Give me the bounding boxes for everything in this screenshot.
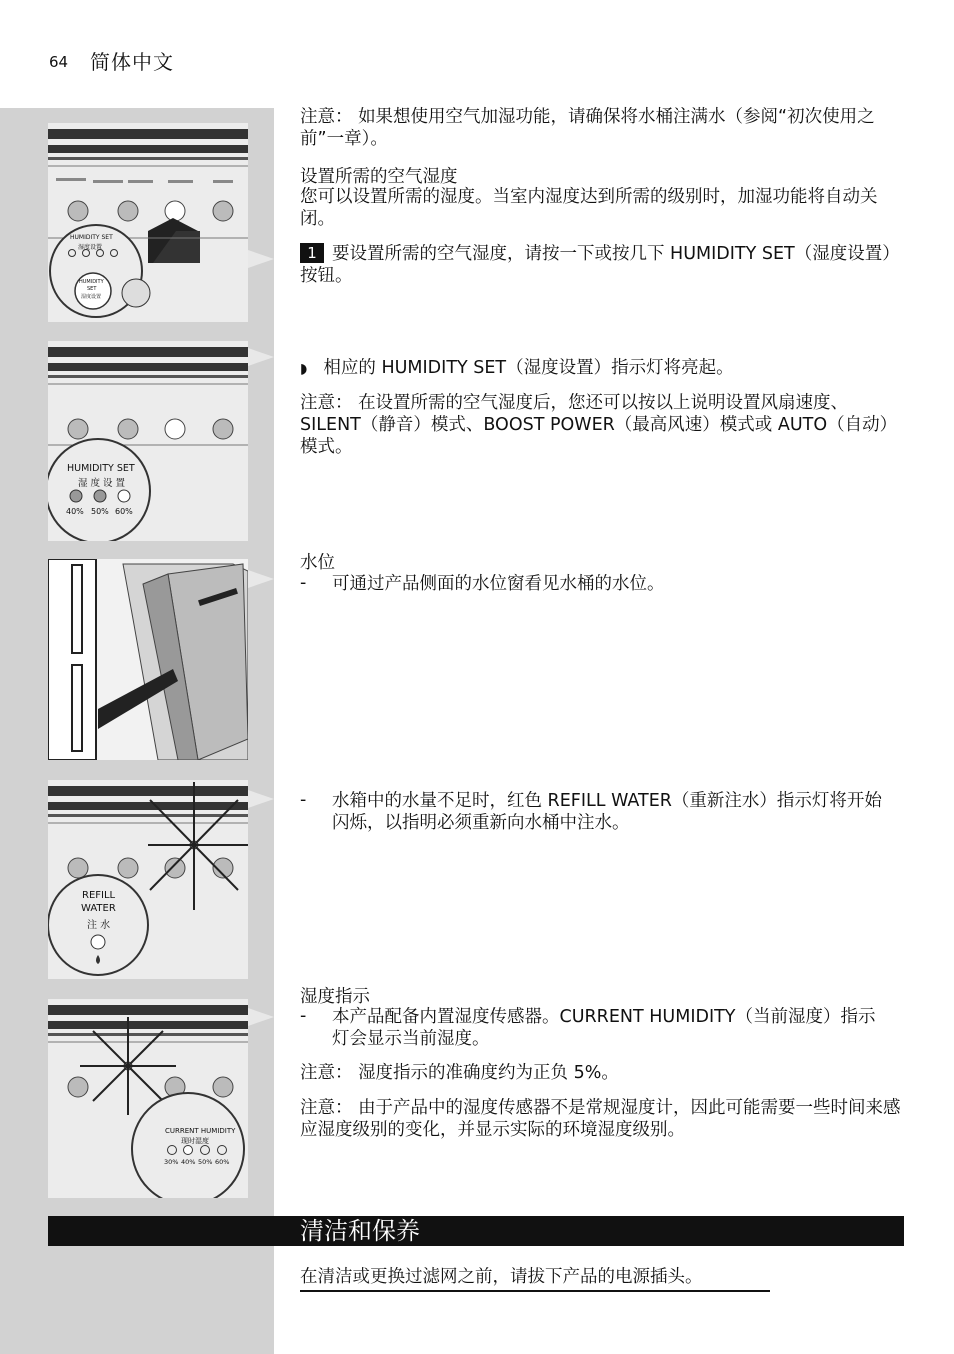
figure-water-level-window bbox=[48, 559, 248, 760]
note-fan-settings: 注意： 在设置所需的空气湿度后，您还可以按以上说明设置风扇速度、SILENT（静音）模式、BOOST POWER（最高风速）模式或 AUTO（自动）模式。 bbox=[300, 393, 898, 457]
humidity-sensor-item: 本产品配备内置湿度传感器。CURRENT HUMIDITY（当前湿度）指示灯会显示当前湿度。 bbox=[332, 1007, 876, 1049]
heading-water-level: 水位 bbox=[300, 553, 335, 573]
pct-50: 50% bbox=[91, 507, 109, 516]
zoom-label-humidity-set: HUMIDITY SET bbox=[67, 463, 135, 474]
bullet-icon: ◗ bbox=[300, 361, 308, 377]
figure-humidity-set-indicator bbox=[48, 341, 248, 541]
button-label-cn: 湿度设置 bbox=[81, 294, 102, 300]
pct-60: 60% bbox=[215, 1158, 230, 1166]
zoom-label-current-humidity-cn: 现时湿度 bbox=[181, 1137, 209, 1145]
zoom-label-refill-cn: 注 水 bbox=[87, 920, 111, 931]
pct-40: 40% bbox=[66, 507, 84, 516]
figure-pointer bbox=[248, 348, 274, 366]
zoom-label-water: WATER bbox=[81, 903, 116, 914]
page-language-header: 简体中文 bbox=[90, 50, 174, 74]
refill-water-item: 水箱中的水量不足时，红色 REFILL WATER（重新注水）指示灯将开始闪烁，以指明必须重新向水桶中注水。 bbox=[332, 791, 882, 833]
note-accuracy: 注意： 湿度指示的准确度约为正负 5%。 bbox=[300, 1063, 619, 1083]
heading-set-humidity: 设置所需的空气湿度 bbox=[300, 167, 458, 187]
cleaning-intro: 在清洁或更换过滤网之前，请拔下产品的电源插头。 bbox=[300, 1267, 703, 1287]
panel-illustration bbox=[48, 999, 248, 1198]
note-fill-water: 注意： 如果想使用空气加湿功能，请确保将水桶注满水（参阅“初次使用之前”一章）。 bbox=[300, 107, 875, 149]
pct-60: 60% bbox=[115, 507, 133, 516]
section-title-cleaning: 清洁和保养 bbox=[300, 1217, 420, 1245]
button-label-humidity: HUMIDITY bbox=[79, 279, 104, 285]
dash-marker: - bbox=[300, 1006, 307, 1026]
intro-underline bbox=[300, 1290, 770, 1292]
zoom-label-humidity-set-cn: 湿度设置 bbox=[78, 244, 103, 251]
bullet-indicator-lights bbox=[300, 357, 902, 380]
figure-humidity-set-button bbox=[48, 123, 248, 322]
note-sensor-delay: 注意： 由于产品中的湿度传感器不是常规湿度计，因此可能需要一些时间来感应湿度级别的变化，并显示实际的环境湿度级别。 bbox=[300, 1098, 901, 1140]
step-1 bbox=[300, 243, 902, 287]
step-number-badge: 1 bbox=[300, 243, 324, 263]
pct-50: 50% bbox=[198, 1158, 213, 1166]
figure-current-humidity bbox=[48, 999, 248, 1198]
panel-illustration bbox=[48, 780, 248, 979]
section-header-bar bbox=[48, 1216, 904, 1246]
water-level-illustration bbox=[48, 559, 248, 760]
body-set-humidity: 您可以设置所需的湿度。当室内湿度达到所需的级别时，加湿功能将自动关闭。 bbox=[300, 187, 878, 229]
zoom-label-current-humidity: CURRENT HUMIDITY bbox=[165, 1127, 236, 1135]
figure-refill-water bbox=[48, 780, 248, 979]
figure-pointer bbox=[248, 570, 274, 588]
figure-pointer bbox=[248, 250, 274, 268]
water-level-item: 可通过产品侧面的水位窗看见水桶的水位。 bbox=[332, 574, 665, 594]
panel-illustration bbox=[48, 123, 248, 322]
zoom-label-humidity-set: HUMIDITY SET bbox=[70, 234, 113, 241]
step-1-text: 要设置所需的空气湿度，请按一下或按几下 HUMIDITY SET（湿度设置）按钮。 bbox=[300, 244, 900, 286]
zoom-label-refill: REFILL bbox=[82, 890, 116, 901]
figure-pointer bbox=[248, 1008, 274, 1026]
zoom-label-humidity-set-cn: 湿 度 设 置 bbox=[78, 478, 126, 489]
bullet-text: 相应的 HUMIDITY SET（湿度设置）指示灯将亮起。 bbox=[323, 358, 734, 378]
dash-marker: - bbox=[300, 573, 307, 593]
pct-30: 30% bbox=[164, 1158, 179, 1166]
button-label-set: SET bbox=[87, 286, 97, 292]
dash-marker: - bbox=[300, 790, 307, 810]
figure-pointer bbox=[248, 790, 274, 808]
heading-humidity-indicator: 湿度指示 bbox=[300, 987, 370, 1007]
page-number: 64 bbox=[49, 53, 69, 71]
pct-40: 40% bbox=[181, 1158, 196, 1166]
